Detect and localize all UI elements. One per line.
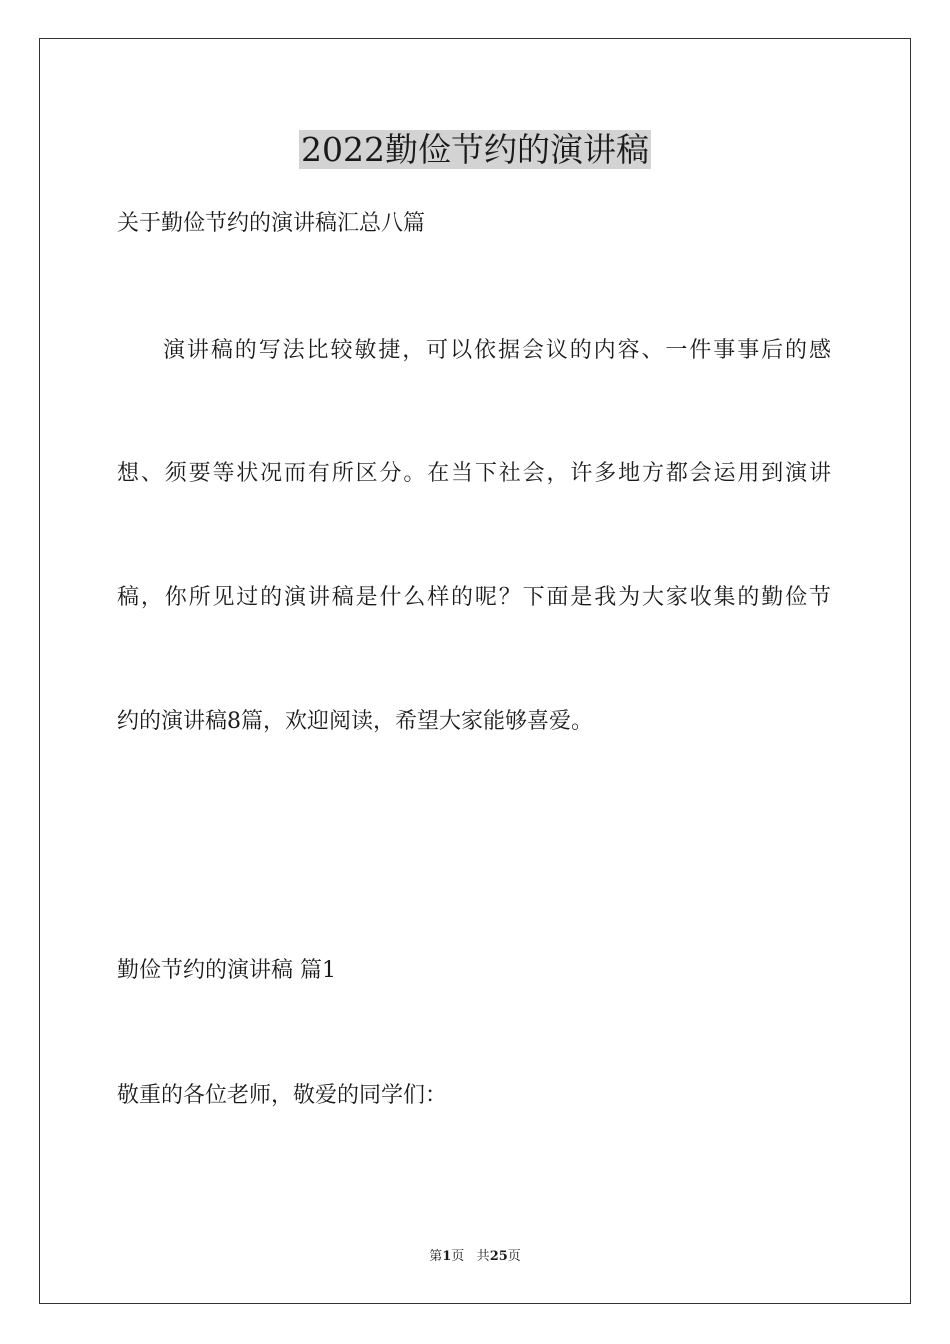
footer-page-prefix: 第 <box>429 1249 443 1264</box>
document-title-text: 2022勤俭节约的演讲稿 <box>301 130 649 169</box>
document-subtitle: 关于勤俭节约的演讲稿汇总八篇 <box>117 211 426 236</box>
footer-page-number: 1 <box>442 1249 452 1264</box>
intro-line-4: 约的演讲稿8篇，欢迎阅读，希望大家能够喜爱。 <box>117 709 593 734</box>
footer-total-pages: 25 <box>489 1249 508 1264</box>
section-heading: 勤俭节约的演讲稿 篇1 <box>117 958 336 983</box>
footer-total-suffix: 页 <box>507 1249 521 1264</box>
intro-line-2: 想、须要等状况而有所区分。在当下社会，许多地方都会运用到演讲 <box>117 461 831 486</box>
footer-total-prefix: 共 <box>476 1249 490 1264</box>
document-title <box>0 128 950 172</box>
footer-page-suffix: 页 <box>451 1249 465 1264</box>
intro-line-3: 稿，你所见过的演讲稿是什么样的呢？下面是我为大家收集的勤俭节 <box>117 585 831 610</box>
intro-line-1: 演讲稿的写法比较敏捷，可以依据会议的内容、一件事事后的感 <box>163 338 831 363</box>
page-footer <box>0 1248 950 1266</box>
greeting: 敬重的各位老师，敬爱的同学们： <box>117 1083 448 1108</box>
